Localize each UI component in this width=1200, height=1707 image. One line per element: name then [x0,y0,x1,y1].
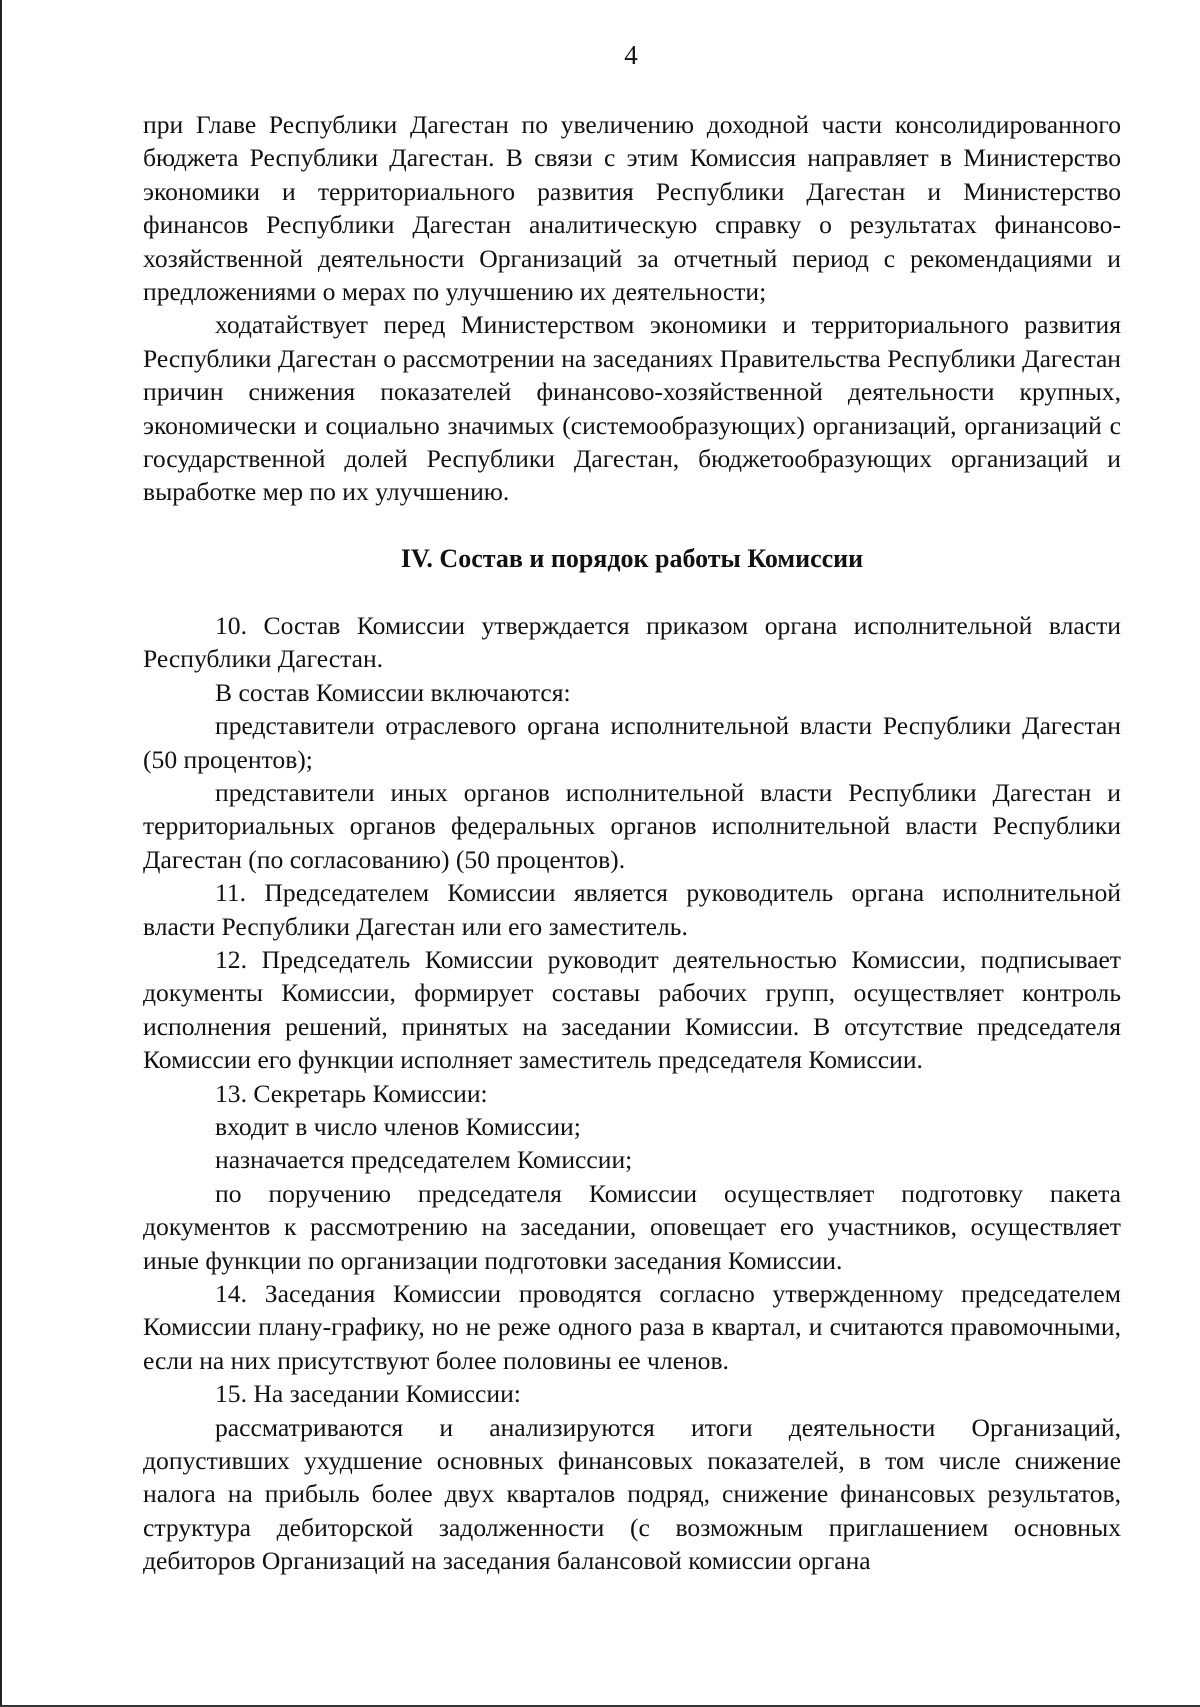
paragraph: 13. Секретарь Комиссии: [215,1078,488,1108]
document-body [143,108,1121,1578]
paragraph: 10. Состав Комиссии утверждается приказом органа исполнительной власти Республики Дагестан. [143,610,1121,674]
paragraph: ходатайствует перед Министерством экономики и территориального развития Республики Дагестан о рассмотрении на заседаниях Правительства Республики Дагестан причин снижения показателей финансово-хозяйственной деятельности крупных, экономически и социально значимых (системообразующих) организаций, организаций с государственной долей Республики Дагестан, бюджетообразующих организаций и выработке мер по их улучшению. [143,310,1121,507]
section-heading: IV. Состав и порядок работы Комиссии [400,543,864,573]
paragraph: по поручению председателя Комиссии осуществляет подготовку пакета документов к рассмотрению на заседании, оповещает его участников, осуществляет иные функции по организации подготовки заседания Комиссии. [143,1178,1121,1275]
paragraph: 14. Заседания Комиссии проводятся согласно утвержденному председателем Комиссии плану-графику, но не реже одного раза в квартал, и считаются правомочными, если на них присутствуют более половины ее членов. [143,1279,1121,1375]
paragraph: при Главе Республики Дагестан по увеличению доходной части консолидированного бюджета Республики Дагестан. В связи с этим Комиссия направляет в Министерство экономики и территориального развития Республики Дагестан и Министерство финансов Республики Дагестан аналитическую справку о результатах финансово-хозяйственной деятельности Организаций за отчетный период с рекомендациями и предложениями о мерах по улучшению их деятельности; [143,110,1121,307]
paragraph: представители иных органов исполнительной власти Республики Дагестан и территориальных органов федеральных органов исполнительной власти Республики Дагестан (по согласованию) (50 процентов). [143,777,1121,874]
paragraph: 15. На заседании Комиссии: [215,1379,521,1409]
paragraph: 12. Председатель Комиссии руководит деятельностью Комиссии, подписывает документы Комиссии, формирует составы рабочих групп, осуществляет контроль исполнения решений, принятых на заседании Комиссии. В отсутствие председателя Комиссии его функции исполняет заместитель председателя Комиссии. [143,944,1121,1075]
paragraph: представители отраслевого органа исполнительной власти Республики Дагестан (50 процентов); [143,711,1121,774]
paragraph: назначается председателем Комиссии; [215,1145,633,1175]
paragraph: рассматриваются и анализируются итоги деятельности Организаций, допустивших ухудшение основных финансовых показателей, в том числе снижение налога на прибыль более двух кварталов подряд, снижение финансовых результатов, структура дебиторской задолженности (с возможным приглашением основных дебиторов Организаций на заседания балансовой комиссии органа [143,1412,1121,1576]
paragraph: 11. Председателем Комиссии является руководитель органа исполнительной власти Республики Дагестан или его заместитель. [143,878,1121,941]
scan-edge-left [0,0,2,1707]
page-number: 4 [624,40,638,70]
paragraph: входит в число членов Комиссии; [215,1111,581,1141]
paragraph: В состав Комиссии включаются: [215,677,571,707]
